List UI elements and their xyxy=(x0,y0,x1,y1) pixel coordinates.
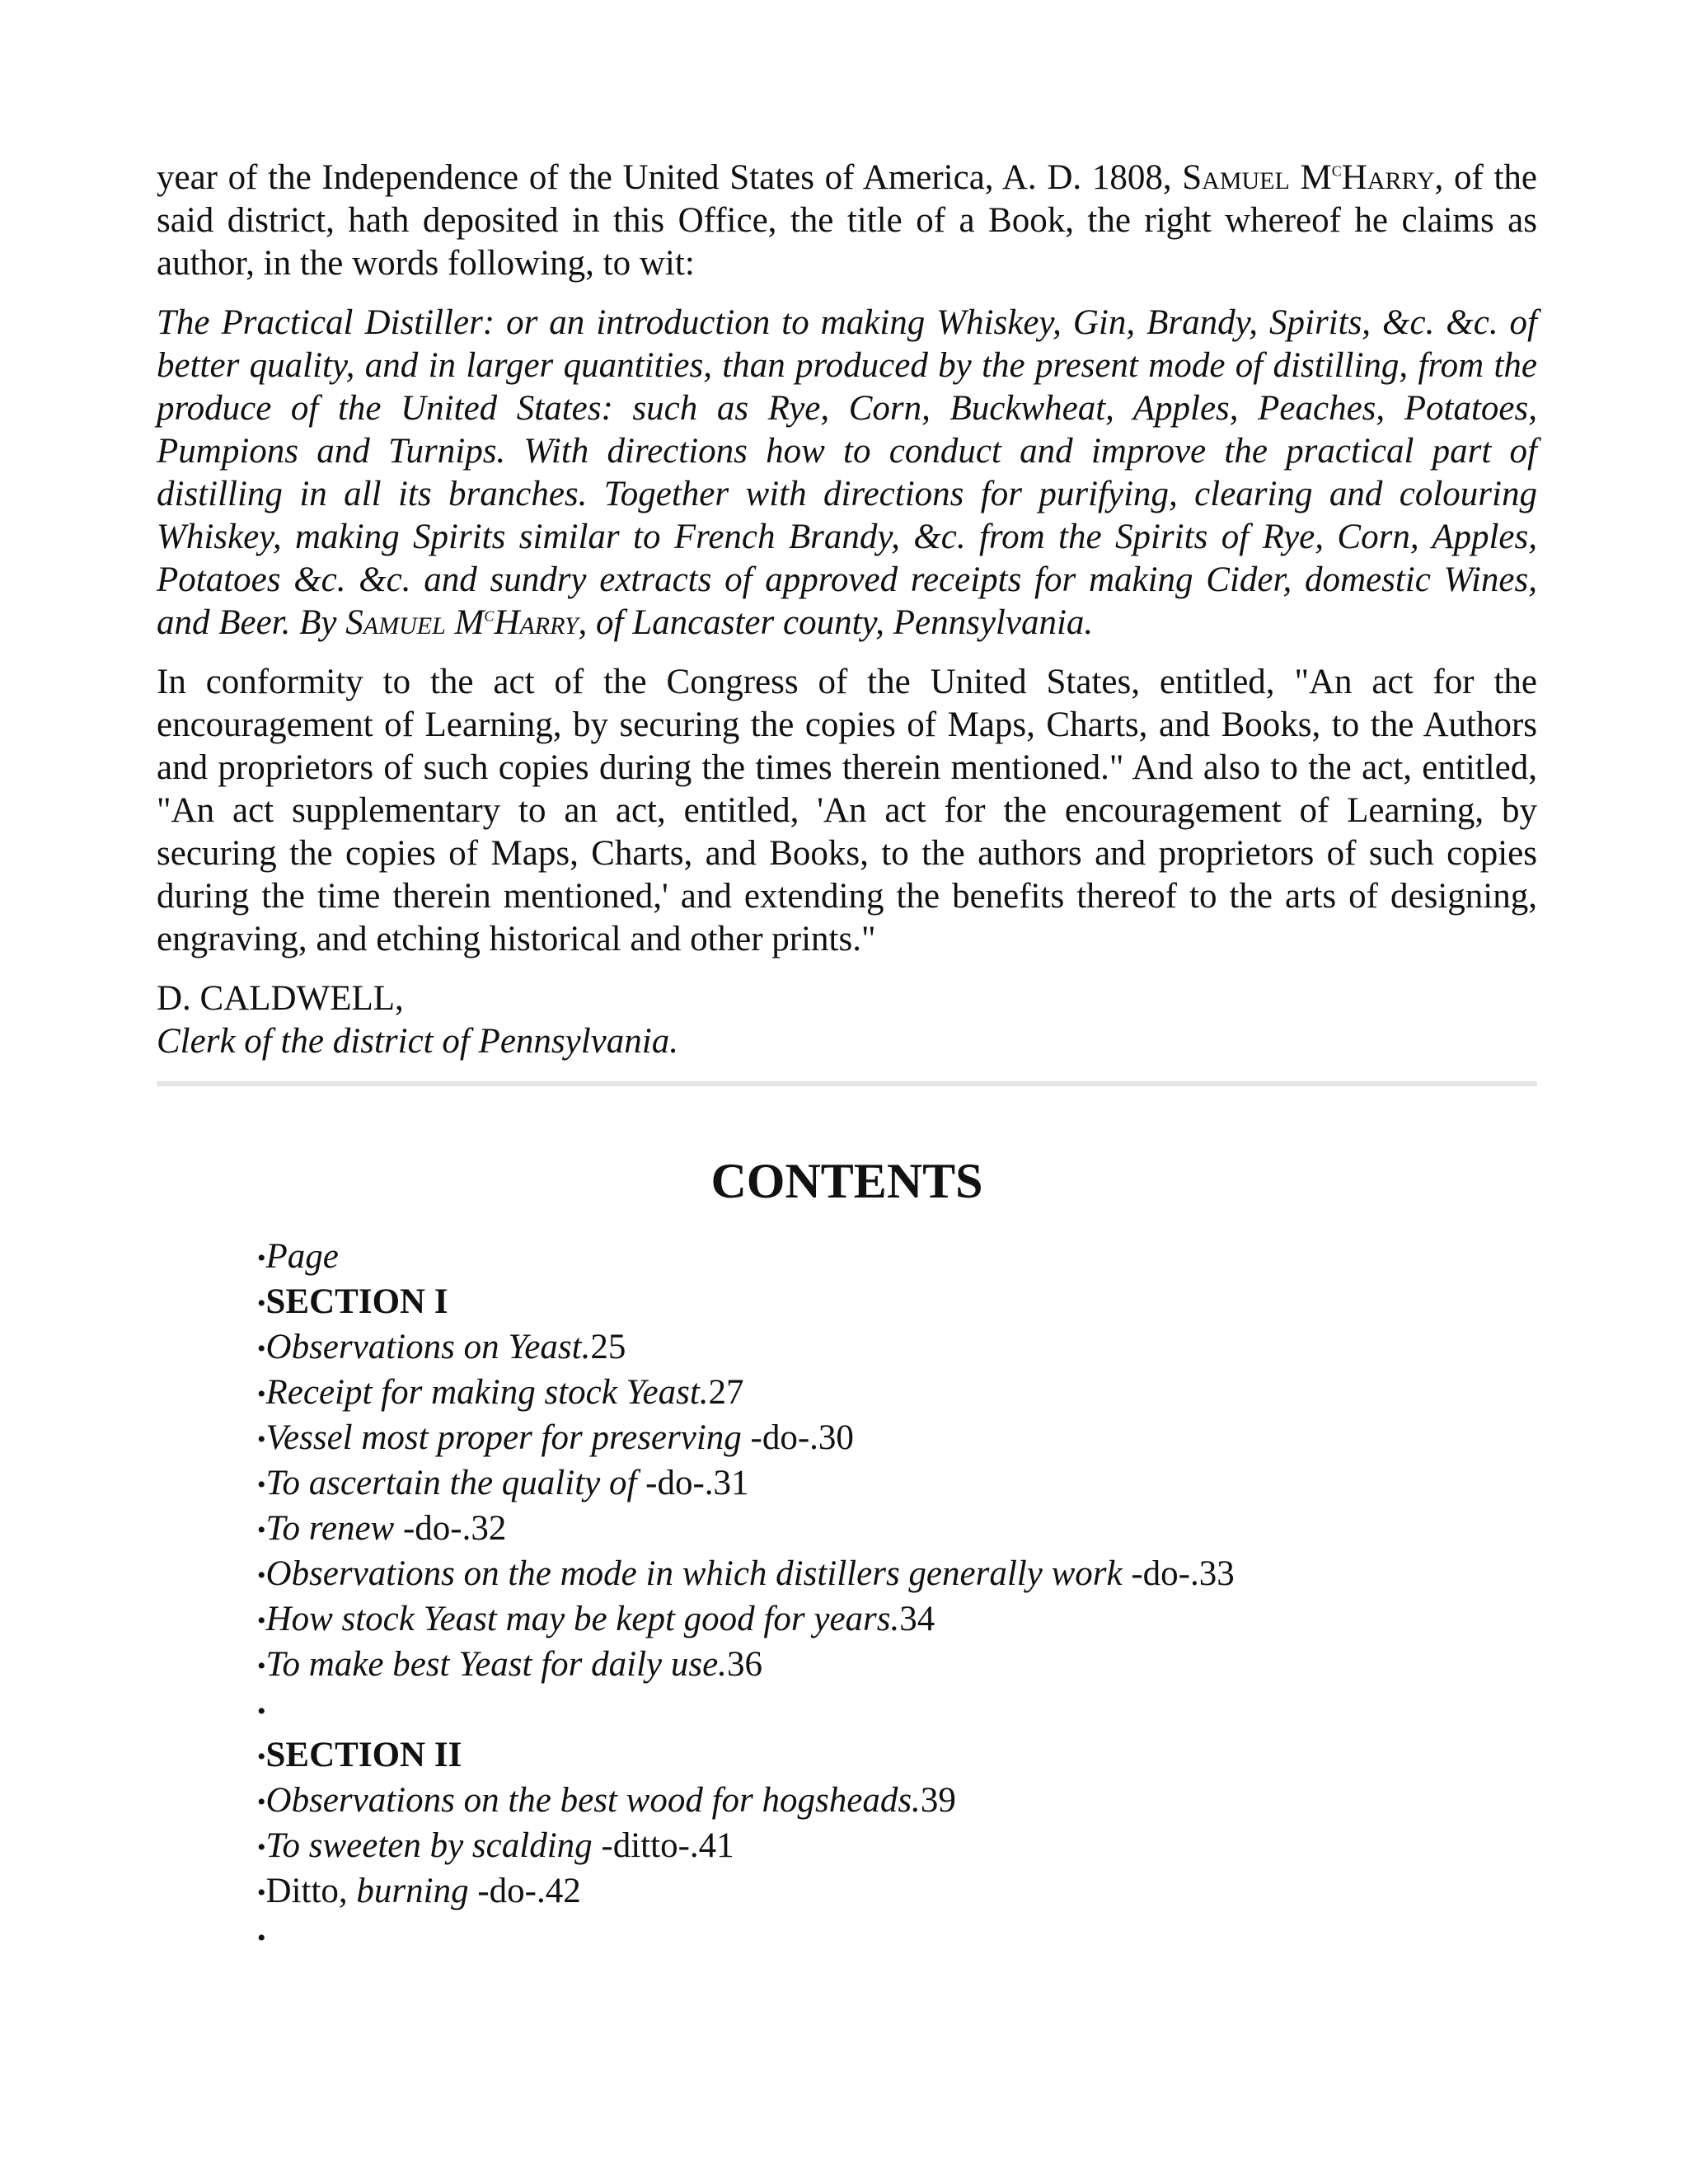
contents-heading: CONTENTS xyxy=(710,1154,983,1208)
list-item: •Observations on Yeast.25 xyxy=(257,1328,626,1366)
section-heading: SECTION II xyxy=(265,1736,462,1774)
section-divider xyxy=(157,1081,1537,1086)
page-label: Page xyxy=(265,1237,339,1276)
list-item: •To sweeten by scalding -ditto-.41 xyxy=(257,1826,734,1865)
book-title-tail: , of Lancaster county, Pennsylvania. xyxy=(578,603,1094,642)
list-item-empty: • xyxy=(257,1924,266,1952)
book-title-paragraph xyxy=(157,302,1537,644)
list-item: •Ditto, burning -do-.42 xyxy=(257,1872,581,1910)
book-title-text: The Practical Distiller: or an introduction to making Whiskey, Gin, Brandy, Spirits, &c. &c. of better quality, and in larger quantities, than produced by the present mode of distilling, from the produce of the United States: such as Rye, Corn, Buckwheat, Apples, Peaches, Potatoes, Pumpions and Turnips. With directions how to conduct and improve the practical part of distilling in all its branches. Together with directions for purifying, clearing and colouring Whiskey, making Spirits similar to French Brandy, &c. from the Spirits of Rye, Corn, Apples, Potatoes &c. &c. and sundry extracts of approved receipts for making Cider, domestic Wines, and Beer. By xyxy=(157,303,1537,642)
list-item: •Page xyxy=(257,1237,339,1276)
list-item: •To renew -do-.32 xyxy=(257,1509,507,1548)
list-item: •Observations on the best wood for hogsheads.39 xyxy=(257,1781,956,1820)
list-item: •SECTION II xyxy=(257,1736,462,1774)
list-item: •Observations on the mode in which distillers generally work -do-.33 xyxy=(257,1554,1235,1593)
list-item-empty: • xyxy=(257,1698,266,1725)
list-item: •How stock Yeast may be kept good for years.34 xyxy=(257,1600,935,1638)
list-item: •Receipt for making stock Yeast.27 xyxy=(257,1373,744,1412)
contents-list xyxy=(157,1235,1537,1960)
list-item: •To make best Yeast for daily use.36 xyxy=(257,1645,762,1684)
signature-title: Clerk of the district of Pennsylvania. xyxy=(157,1022,678,1061)
conformity-paragraph: In conformity to the act of the Congress of the United States, entitled, "An act for the encouragement of Learning, by securing the copies of Maps, Charts, and Books, to the Authors and proprietors of such copies during the times therein mentioned." And also to the act, entitled, "An act supplementary to an act, entitled, 'An act for the encouragement of Learning, by securing the copies of Maps, Charts, and Books, to the authors and proprietors of such copies during the time therein mentioned,' and extending the benefits thereof to the arts of designing, engraving, and etching historical and other prints." xyxy=(157,663,1537,958)
list-item: •Vessel most proper for preserving -do-.30 xyxy=(257,1418,854,1457)
list-item: •SECTION I xyxy=(257,1282,448,1321)
book-author-name: Samuel $M^cHarry$ xyxy=(345,602,579,642)
opening-text-tail: , of the said district, hath deposited in this Office, the title of a Book, the right whereof he claims as author, in the words following, to wit: xyxy=(157,158,1537,283)
opening-paragraph xyxy=(157,157,1537,285)
author-name: Samuel $M^cHarry$ xyxy=(1182,157,1435,197)
opening-text: year of the Independence of the United States of America, A. D. 1808, xyxy=(157,158,1183,197)
section-heading: SECTION I xyxy=(265,1282,448,1321)
document-page xyxy=(157,157,1537,1960)
list-item: •To ascertain the quality of -do-.31 xyxy=(257,1464,749,1502)
signature-name: D. CALDWELL, xyxy=(157,979,404,1018)
